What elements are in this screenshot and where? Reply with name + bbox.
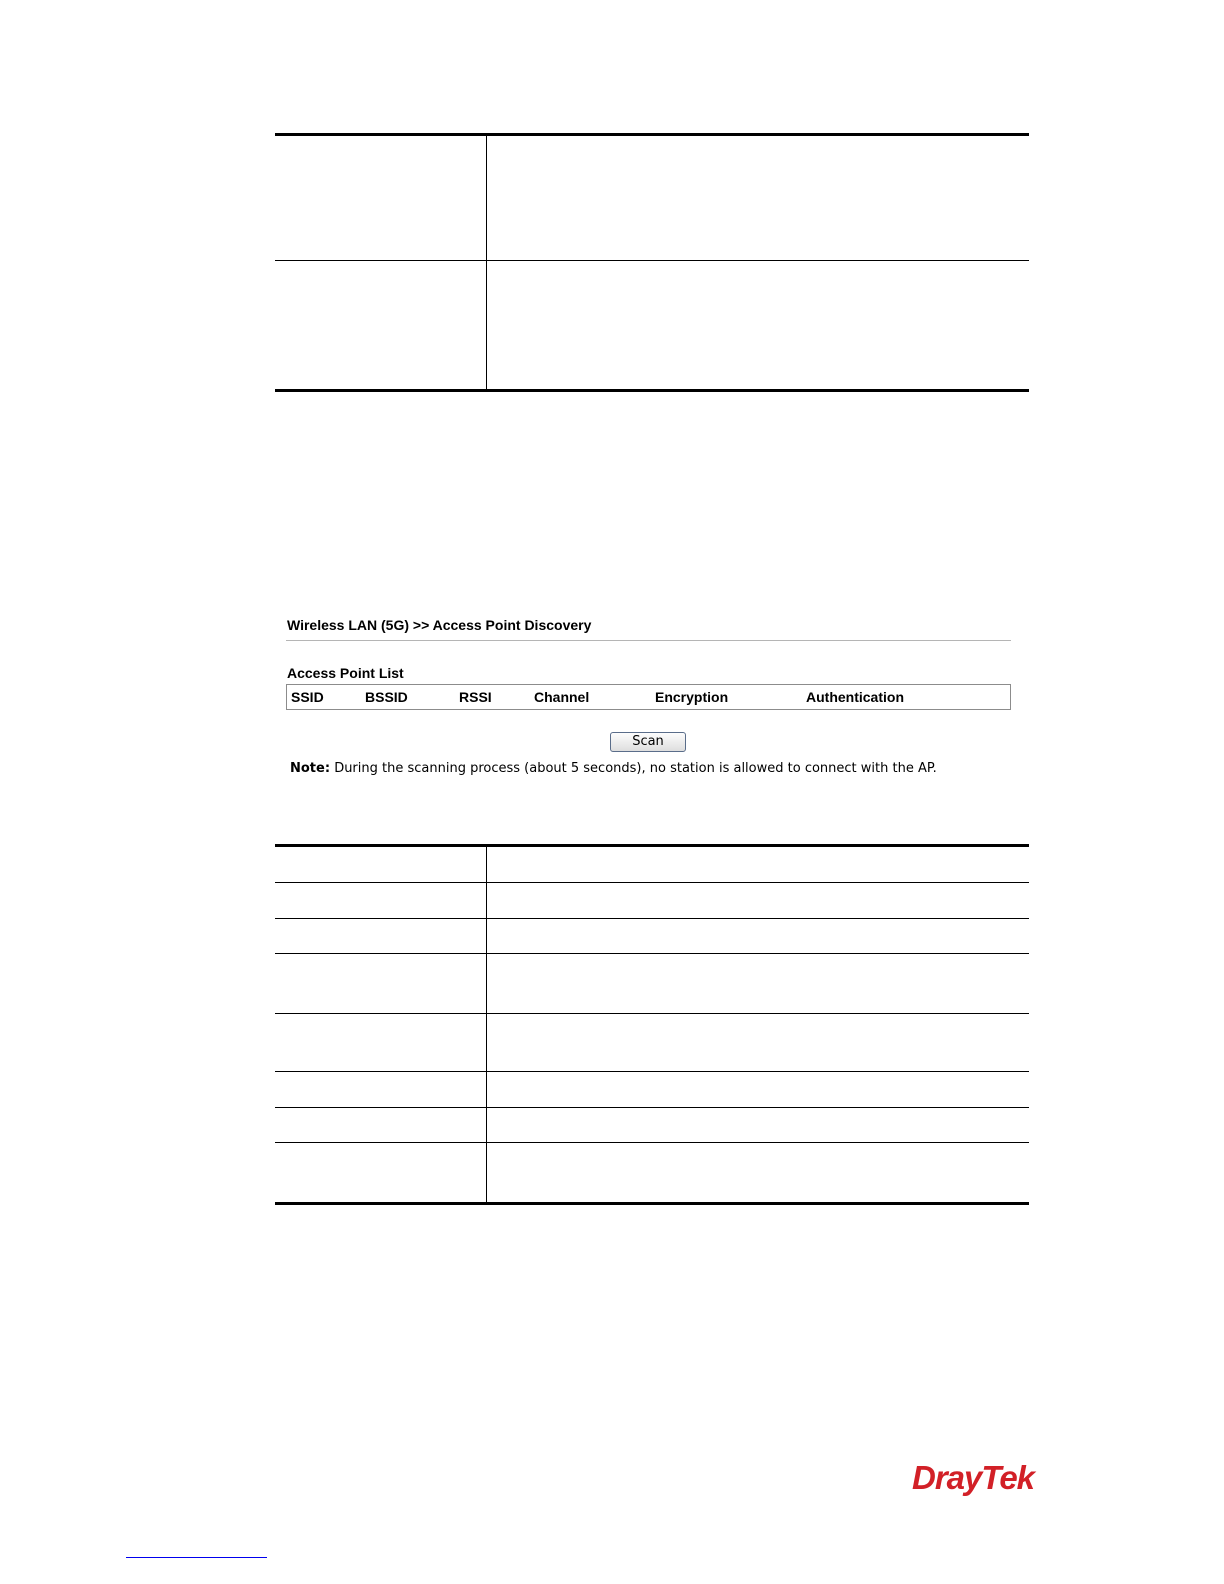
table-row [275, 136, 1029, 261]
scan-note [290, 761, 937, 776]
column-header-bssid: BSSID [365, 689, 408, 705]
row-divider [275, 918, 1029, 919]
column-header-ssid: SSID [291, 689, 324, 705]
column-divider [486, 847, 487, 1202]
scan-button[interactable]: Scan [610, 732, 686, 752]
access-point-list-table [286, 684, 1011, 710]
row-divider [275, 882, 1029, 883]
note-text: During the scanning process (about 5 seconds), no station is allowed to connect with the AP. [334, 761, 937, 776]
settings-table-top [275, 133, 1029, 392]
table-row [275, 261, 1029, 389]
draytek-logo: DrayTek [912, 1459, 1035, 1496]
row-divider [275, 953, 1029, 954]
settings-table-bottom [275, 844, 1029, 1205]
column-header-rssi: RSSI [459, 689, 492, 705]
access-point-list-title: Access Point List [287, 665, 404, 681]
row-divider [275, 1013, 1029, 1014]
row-divider [275, 1071, 1029, 1072]
column-divider [486, 136, 487, 389]
row-divider [275, 1142, 1029, 1143]
footer-link-underline [126, 1557, 267, 1558]
column-header-encryption: Encryption [655, 689, 729, 705]
row-divider [275, 1107, 1029, 1108]
column-header-channel: Channel [534, 689, 590, 705]
page-title: Wireless LAN (5G) >> Access Point Discovery [287, 617, 592, 633]
access-point-discovery-panel [286, 612, 1012, 782]
title-divider [286, 640, 1011, 641]
note-label: Note: [290, 761, 331, 776]
column-header-authentication: Authentication [806, 689, 904, 705]
